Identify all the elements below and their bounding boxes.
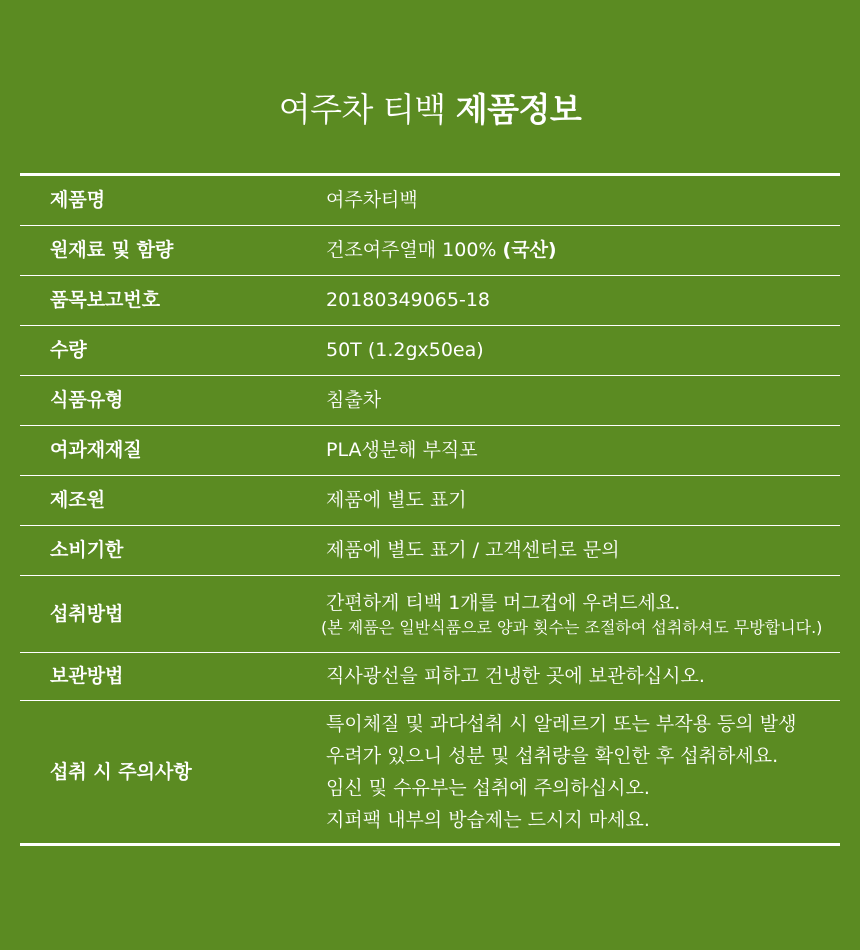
table-row (20, 276, 840, 326)
table-row (20, 376, 840, 426)
row-value-caution (326, 701, 840, 845)
page-title (0, 84, 860, 136)
title-info: 제품정보 (455, 90, 582, 129)
caution-line: 임신 및 수유부는 섭취에 주의하십시오. (326, 777, 650, 799)
row-label-quantity: 수량 (20, 326, 326, 376)
row-label-intake-method: 섭취방법 (20, 576, 326, 653)
row-value-intake-method (321, 576, 840, 653)
table-row (20, 175, 840, 226)
row-label-caution: 섭취 시 주의사항 (50, 760, 192, 783)
row-label-food-type: 식품유형 (20, 376, 326, 426)
row-value-filter-material: PLA생분해 부직포 (326, 426, 840, 476)
table-row (20, 476, 840, 526)
table-row (20, 526, 840, 576)
row-value-expiry: 제품에 별도 표기 / 고객센터로 문의 (326, 526, 840, 576)
row-label-ingredients: 원재료 및 함량 (20, 226, 326, 276)
row-value-product-name: 여주차티백 (326, 175, 840, 226)
ingredients-origin: (국산) (502, 239, 557, 261)
row-label-filter-material: 여과재재질 (20, 426, 326, 476)
row-label-storage: 보관방법 (20, 653, 326, 701)
row-value-manufacturer: 제품에 별도 표기 (326, 476, 840, 526)
row-value-ingredients (326, 226, 840, 276)
ingredients-text: 건조여주열매 100% (326, 239, 497, 261)
table-row (20, 701, 840, 845)
row-value-report-no: 20180349065-18 (326, 276, 840, 326)
row-value-quantity: 50T (1.2gx50ea) (326, 326, 840, 376)
product-info-table (20, 173, 840, 846)
table-row (20, 576, 840, 653)
intake-method-note: (본 제품은 일반식품으로 양과 횟수는 조절하여 섭취하셔도 무방합니다.) (321, 617, 823, 637)
table-row (20, 653, 840, 701)
row-label-report-no: 품목보고번호 (20, 276, 326, 326)
table-row (20, 226, 840, 276)
caution-line: 지퍼팩 내부의 방습제는 드시지 마세요. (326, 809, 650, 831)
table-row (20, 426, 840, 476)
row-label-manufacturer: 제조원 (20, 476, 326, 526)
caution-line: 우려가 있으니 성분 및 섭취량을 확인한 후 섭취하세요. (326, 745, 779, 767)
table-row (20, 326, 840, 376)
row-label-product-name: 제품명 (20, 175, 326, 226)
row-value-food-type: 침출차 (326, 376, 840, 426)
caution-line: 특이체질 및 과다섭취 시 알레르기 또는 부작용 등의 발생 (326, 713, 797, 735)
row-value-storage: 직사광선을 피하고 건냉한 곳에 보관하십시오. (326, 653, 840, 701)
row-label-expiry: 소비기한 (20, 526, 326, 576)
intake-method-text: 간편하게 티백 1개를 머그컵에 우려드세요. (326, 591, 681, 614)
title-product: 여주차 티백 (278, 90, 446, 129)
